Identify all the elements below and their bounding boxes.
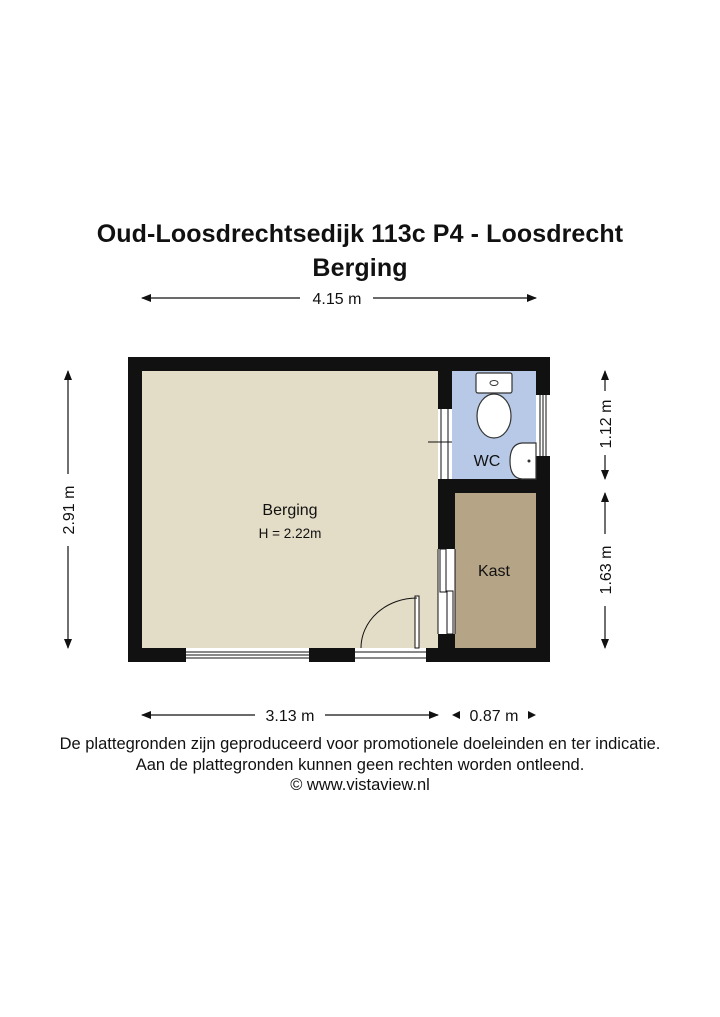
dimension-bottom-left — [142, 708, 438, 725]
footer-disclaimer-line1: De plattegronden zijn geproduceerd voor promotionele doeleinden en ter indicatie. — [59, 735, 661, 753]
dimension-top-width-label: 4.15 m — [312, 291, 362, 308]
berging-room-label: Berging — [262, 502, 318, 519]
window-wc-right — [536, 395, 550, 456]
dimension-right-upper-label: 1.12 m — [598, 399, 615, 449]
dimension-bottom-left-label: 3.13 m — [265, 708, 315, 725]
sink-icon — [510, 443, 536, 479]
window-bottom-left — [186, 648, 309, 662]
footer-disclaimer-line2: Aan de plattegronden kunnen geen rechten worden ontleend. — [135, 756, 585, 774]
berging-height-label: H = 2.22m — [258, 526, 322, 541]
wc-room-label: WC — [473, 453, 501, 470]
dimension-right-upper — [598, 371, 615, 479]
dimension-bottom-right-label: 0.87 m — [469, 708, 519, 725]
dimension-right-lower-label: 1.63 m — [598, 545, 615, 595]
dimension-left-height — [61, 371, 78, 648]
kast-doors — [438, 549, 455, 634]
floorplan-address-title: Oud-Loosdrechtsedijk 113c P4 - Loosdrecht — [96, 220, 624, 248]
dimension-right-lower — [598, 493, 615, 648]
kast-room-label: Kast — [477, 563, 511, 580]
floorplan-floor-title: Berging — [312, 254, 408, 282]
dimension-left-height-label: 2.91 m — [61, 485, 78, 535]
dimension-bottom-right — [452, 708, 536, 725]
toilet-icon — [476, 373, 512, 438]
footer-copyright: © www.vistaview.nl — [290, 776, 430, 794]
dimension-top-width — [142, 291, 536, 308]
